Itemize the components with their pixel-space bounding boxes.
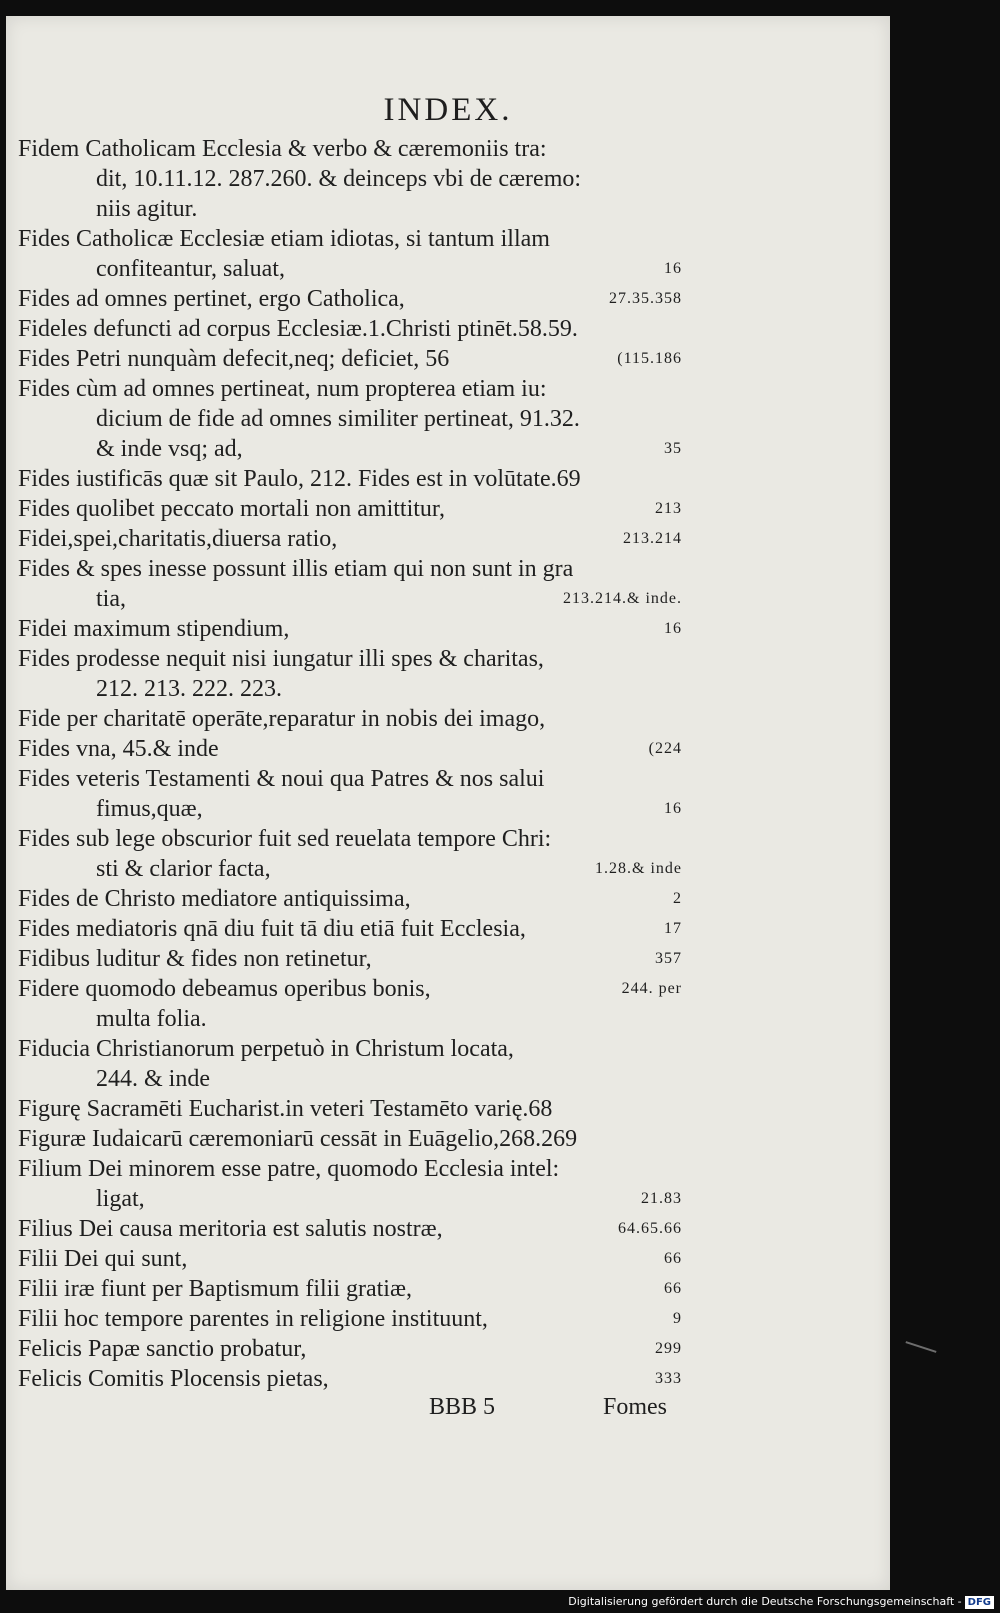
- entry-text: Fides vna, 45.& inde: [18, 736, 219, 762]
- entry-text: confiteantur, saluat,: [96, 256, 285, 282]
- entry-text: dit, 10.11.12. 287.260. & deinceps vbi de cæremo:: [96, 166, 582, 192]
- index-entry: [18, 974, 682, 1004]
- index-entry: [18, 1034, 682, 1064]
- index-entry: [18, 224, 682, 254]
- index-entry: [18, 1304, 682, 1334]
- dfg-logo: DFG: [965, 1596, 994, 1609]
- entry-page-ref: 16: [664, 260, 682, 277]
- entry-page-ref: 16: [664, 800, 682, 817]
- signature-mark: BBB 5: [429, 1394, 496, 1420]
- entry-page-ref: 9: [673, 1310, 682, 1327]
- entry-text: Fiducia Christianorum perpetuò in Christum locata,: [18, 1036, 514, 1062]
- index-entry: [18, 524, 682, 554]
- entry-text: Fides mediatoris qnā diu fuit tā diu etiā fuit Ecclesia,: [18, 916, 526, 942]
- index-entry-continuation: [18, 1184, 682, 1214]
- entry-text: Fides Petri nunquàm defecit,neq; deficiet, 56: [18, 346, 450, 372]
- index-entry: [18, 1124, 682, 1154]
- entry-text: tia,: [96, 586, 126, 612]
- entry-text: Fides ad omnes pertinet, ergo Catholica,: [18, 286, 405, 312]
- index-entry: [18, 614, 682, 644]
- entry-text: 244. & inde: [96, 1066, 210, 1092]
- entry-text: ligat,: [96, 1186, 145, 1212]
- entry-page-ref: 1.28.& inde: [595, 860, 682, 877]
- entry-text: Fides veteris Testamenti & noui qua Patres & nos salui: [18, 766, 545, 792]
- index-entry: [18, 944, 682, 974]
- digitization-credit: [568, 1593, 994, 1611]
- entry-text: Fides de Christo mediatore antiquissima,: [18, 886, 411, 912]
- entry-page-ref: (115.186: [617, 350, 682, 367]
- credit-text: Digitalisierung gefördert durch die Deutsche Forschungsgemeinschaft -: [568, 1595, 962, 1608]
- entry-text: fimus,quæ,: [96, 796, 203, 822]
- entry-text: Filii hoc tempore parentes in religione instituunt,: [18, 1306, 488, 1332]
- entry-page-ref: 16: [664, 620, 682, 637]
- index-entry: [18, 344, 682, 374]
- entry-text: dicium de fide ad omnes similiter pertineat, 91.32.: [96, 406, 580, 432]
- index-entry: [18, 284, 682, 314]
- entry-text: Filii Dei qui sunt,: [18, 1246, 188, 1272]
- entry-text: Figurę Sacramēti Eucharist.in veteri Testamēto varię.68: [18, 1096, 553, 1122]
- entry-page-ref: 66: [664, 1250, 682, 1267]
- index-entry: [18, 134, 682, 164]
- entry-text: Fideles defuncti ad corpus Ecclesiæ.1.Christi ptinēt.58.59.: [18, 316, 578, 342]
- entry-page-ref: 2: [673, 890, 682, 907]
- index-entry-continuation: [18, 584, 682, 614]
- index-entry: [18, 914, 682, 944]
- index-entry-continuation: [18, 854, 682, 884]
- entry-page-ref: 213.214.& inde.: [563, 590, 682, 607]
- index-entry: [18, 554, 682, 584]
- entry-text: Fidem Catholicam Ecclesia & verbo & cæremoniis tra:: [18, 136, 547, 162]
- entry-text: Felicis Papæ sanctio probatur,: [18, 1336, 307, 1362]
- entry-text: Filii iræ fiunt per Baptismum filii gratiæ,: [18, 1276, 412, 1302]
- index-entry: [18, 1274, 682, 1304]
- index-entry: [18, 494, 682, 524]
- entry-text: Fides quolibet peccato mortali non amittitur,: [18, 496, 445, 522]
- entry-text: Fides & spes inesse possunt illis etiam qui non sunt in gra: [18, 556, 574, 582]
- entry-page-ref: (224: [648, 740, 682, 757]
- index-entry: [18, 884, 682, 914]
- entry-page-ref: 213.214: [623, 530, 682, 547]
- index-entry-continuation: [18, 254, 682, 284]
- index-entry-continuation: [18, 1004, 682, 1034]
- index-entry: [18, 644, 682, 674]
- index-entries: [18, 134, 682, 1394]
- entry-page-ref: 35: [664, 440, 682, 457]
- index-entry-continuation: [18, 794, 682, 824]
- entry-text: niis agitur.: [96, 196, 198, 222]
- entry-page-ref: 27.35.358: [609, 290, 682, 307]
- index-entry-continuation: [18, 404, 682, 434]
- entry-text: Felicis Comitis Plocensis pietas,: [18, 1366, 329, 1392]
- entry-text: Fidei maximum stipendium,: [18, 616, 290, 642]
- entry-text: Fides iustificās quæ sit Paulo, 212. Fides est in volūtate.69: [18, 466, 581, 492]
- index-entry-continuation: [18, 434, 682, 464]
- index-entry: [18, 1094, 682, 1124]
- index-entry: [18, 374, 682, 404]
- index-entry: [18, 734, 682, 764]
- index-entry-continuation: [18, 1064, 682, 1094]
- margin-mark: [905, 1341, 936, 1353]
- entry-page-ref: 244. per: [621, 980, 682, 997]
- book-page: [6, 16, 890, 1590]
- entry-text: Filium Dei minorem esse patre, quomodo Ecclesia intel:: [18, 1156, 560, 1182]
- entry-text: sti & clarior facta,: [96, 856, 271, 882]
- entry-page-ref: 64.65.66: [618, 1220, 682, 1237]
- index-entry: [18, 314, 682, 344]
- index-heading: INDEX.: [383, 92, 513, 128]
- entry-text: Fidibus luditur & fides non retinetur,: [18, 946, 372, 972]
- entry-text: Filius Dei causa meritoria est salutis nostræ,: [18, 1216, 443, 1242]
- entry-page-ref: 213: [655, 500, 682, 517]
- entry-page-ref: 299: [655, 1340, 682, 1357]
- entry-text: multa folia.: [96, 1006, 207, 1032]
- entry-page-ref: 17: [664, 920, 682, 937]
- entry-text: Fidere quomodo debeamus operibus bonis,: [18, 976, 431, 1002]
- catchword: Fomes: [603, 1394, 668, 1420]
- entry-page-ref: 357: [655, 950, 682, 967]
- index-entry: [18, 1244, 682, 1274]
- entry-text: Fides sub lege obscurior fuit sed reuelata tempore Chri:: [18, 826, 552, 852]
- entry-text: 212. 213. 222. 223.: [96, 676, 282, 702]
- index-entry: [18, 1364, 682, 1394]
- index-entry: [18, 704, 682, 734]
- index-entry: [18, 824, 682, 854]
- entry-text: Fides cùm ad omnes pertineat, num propterea etiam iu:: [18, 376, 547, 402]
- index-entry: [18, 1214, 682, 1244]
- index-entry-continuation: [18, 164, 682, 194]
- index-entry-continuation: [18, 194, 682, 224]
- index-entry: [18, 1154, 682, 1184]
- index-entry: [18, 764, 682, 794]
- index-entry: [18, 1334, 682, 1364]
- entry-text: Figuræ Iudaicarū cæremoniarū cessāt in Euāgelio,268.269: [18, 1126, 578, 1152]
- entry-page-ref: 66: [664, 1280, 682, 1297]
- entry-text: & inde vsq; ad,: [96, 436, 243, 462]
- entry-page-ref: 333: [655, 1370, 682, 1387]
- entry-text: Fides prodesse nequit nisi iungatur illi spes & charitas,: [18, 646, 544, 672]
- entry-text: Fide per charitatē operāte,reparatur in nobis dei imago,: [18, 706, 546, 732]
- entry-page-ref: 21.83: [641, 1190, 682, 1207]
- index-entry: [18, 464, 682, 494]
- entry-text: Fidei,spei,charitatis,diuersa ratio,: [18, 526, 338, 552]
- index-entry-continuation: [18, 674, 682, 704]
- entry-text: Fides Catholicæ Ecclesiæ etiam idiotas, si tantum illam: [18, 226, 550, 252]
